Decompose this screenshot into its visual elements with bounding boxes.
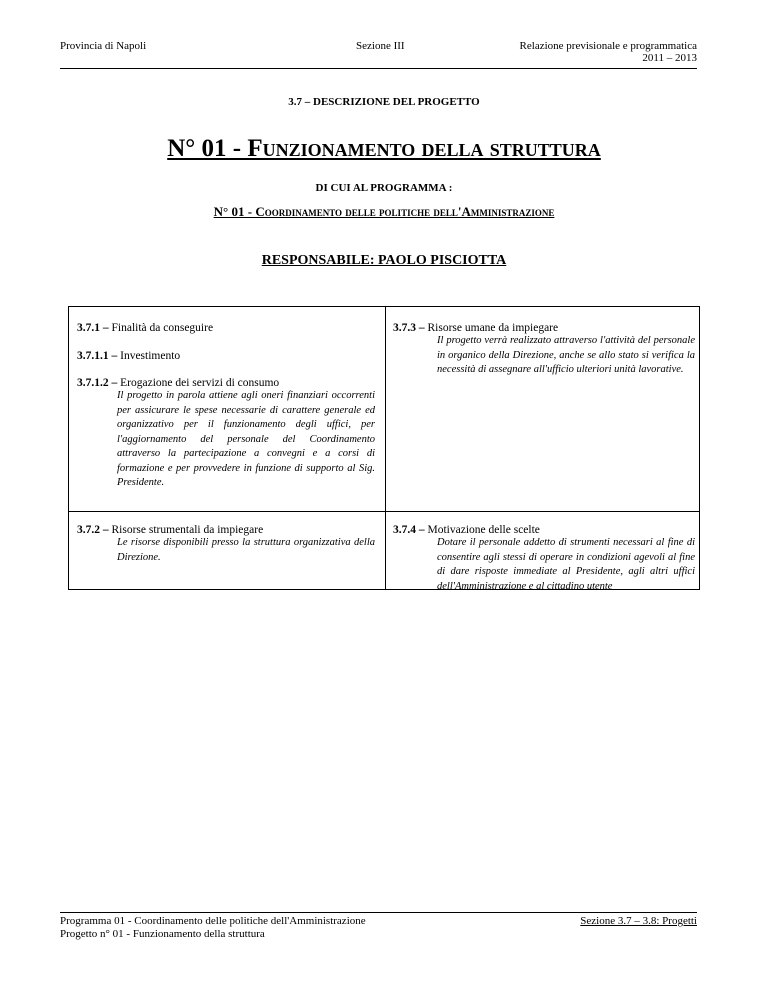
header-left: Provincia di Napoli: [60, 40, 147, 52]
table-divider-horizontal: [69, 511, 699, 512]
cell-3711-label: Investimento: [117, 350, 181, 362]
header-right-line2: 2011 – 2013: [642, 52, 697, 64]
footer-left-line1: Programma 01 - Coordinamento delle politiche dell'Amministrazione: [60, 915, 366, 927]
cell-3712-text: Il progetto in parola attiene agli oneri finanziari occorrenti per assicurare le spese necessarie di carattere generale ed organizzativo per il funzionamento degli uffici, per l'aggiornamento del personale del Coordinamento attraverso la partecipazione a convegni e a corsi di formazione e per provvedere in funzione di supporto al Sig. Presidente.: [117, 390, 375, 488]
program-label: DI CUI AL PROGRAMMA :: [315, 182, 453, 194]
cell-3711-number: 3.7.1.1 –: [77, 350, 118, 362]
footer-left: [60, 915, 366, 941]
cell-3712-label: Erogazione dei servizi di consumo: [117, 377, 280, 389]
cell-372-text: Le risorse disponibili presso la struttura organizzativa della Direzione.: [117, 537, 375, 563]
cell-3712-heading: [77, 376, 279, 390]
cell-374-label: Motivazione delle scelte: [424, 524, 540, 536]
cell-3712-number: 3.7.1.2 –: [77, 377, 118, 389]
table-divider-vertical: [385, 307, 386, 589]
cell-374-number: 3.7.4 –: [393, 524, 425, 536]
project-title: N° 01 - Funzionamento della struttura: [167, 135, 601, 162]
cell-3711-heading: [77, 349, 180, 363]
cell-372-label: Risorse strumentali da impiegare: [108, 524, 264, 536]
cell-371-label: Finalità da conseguire: [108, 322, 214, 334]
header-right: [520, 40, 697, 64]
cell-373-text: Il progetto verrà realizzato attraverso l'attività del personale in organico della Direzione, anche se allo stato si verifica la necessità di assegnare all'ufficio ulteriori unità lavorative.: [437, 335, 695, 375]
header-right-line1: Relazione previsionale e programmatica: [519, 40, 697, 52]
cell-372-number: 3.7.2 –: [77, 524, 109, 536]
cell-373-label: Risorse umane da impiegare: [424, 322, 559, 334]
footer-left-line2: Progetto n° 01 - Funzionamento della struttura: [60, 928, 265, 940]
cell-373-heading: [393, 321, 558, 335]
program-title: N° 01 - Coordinamento delle politiche dell'Amministrazione: [213, 204, 555, 219]
cell-374-text: Dotare il personale addetto di strumenti necessari al fine di consentire agli stessi di operare in condizioni agevoli al fine di dare risposte immediate al Presidente, agli altri uffici dell'Amministrazione e al cittadino utente: [437, 537, 695, 592]
header-center: Sezione III: [356, 40, 405, 52]
footer-right: Sezione 3.7 – 3.8: Progetti: [580, 915, 697, 927]
section-title: 3.7 – DESCRIZIONE DEL PROGETTO: [288, 96, 480, 108]
cell-373-number: 3.7.3 –: [393, 322, 425, 334]
footer-rule: [60, 912, 697, 913]
cell-372-heading: [77, 523, 263, 537]
cell-374-heading: [393, 523, 540, 537]
header-rule: [60, 68, 697, 69]
responsabile: RESPONSABILE: PAOLO PISCIOTTA: [261, 253, 507, 268]
cell-371-number: 3.7.1 –: [77, 322, 109, 334]
cell-371-heading: [77, 321, 213, 335]
project-table: [68, 306, 700, 590]
